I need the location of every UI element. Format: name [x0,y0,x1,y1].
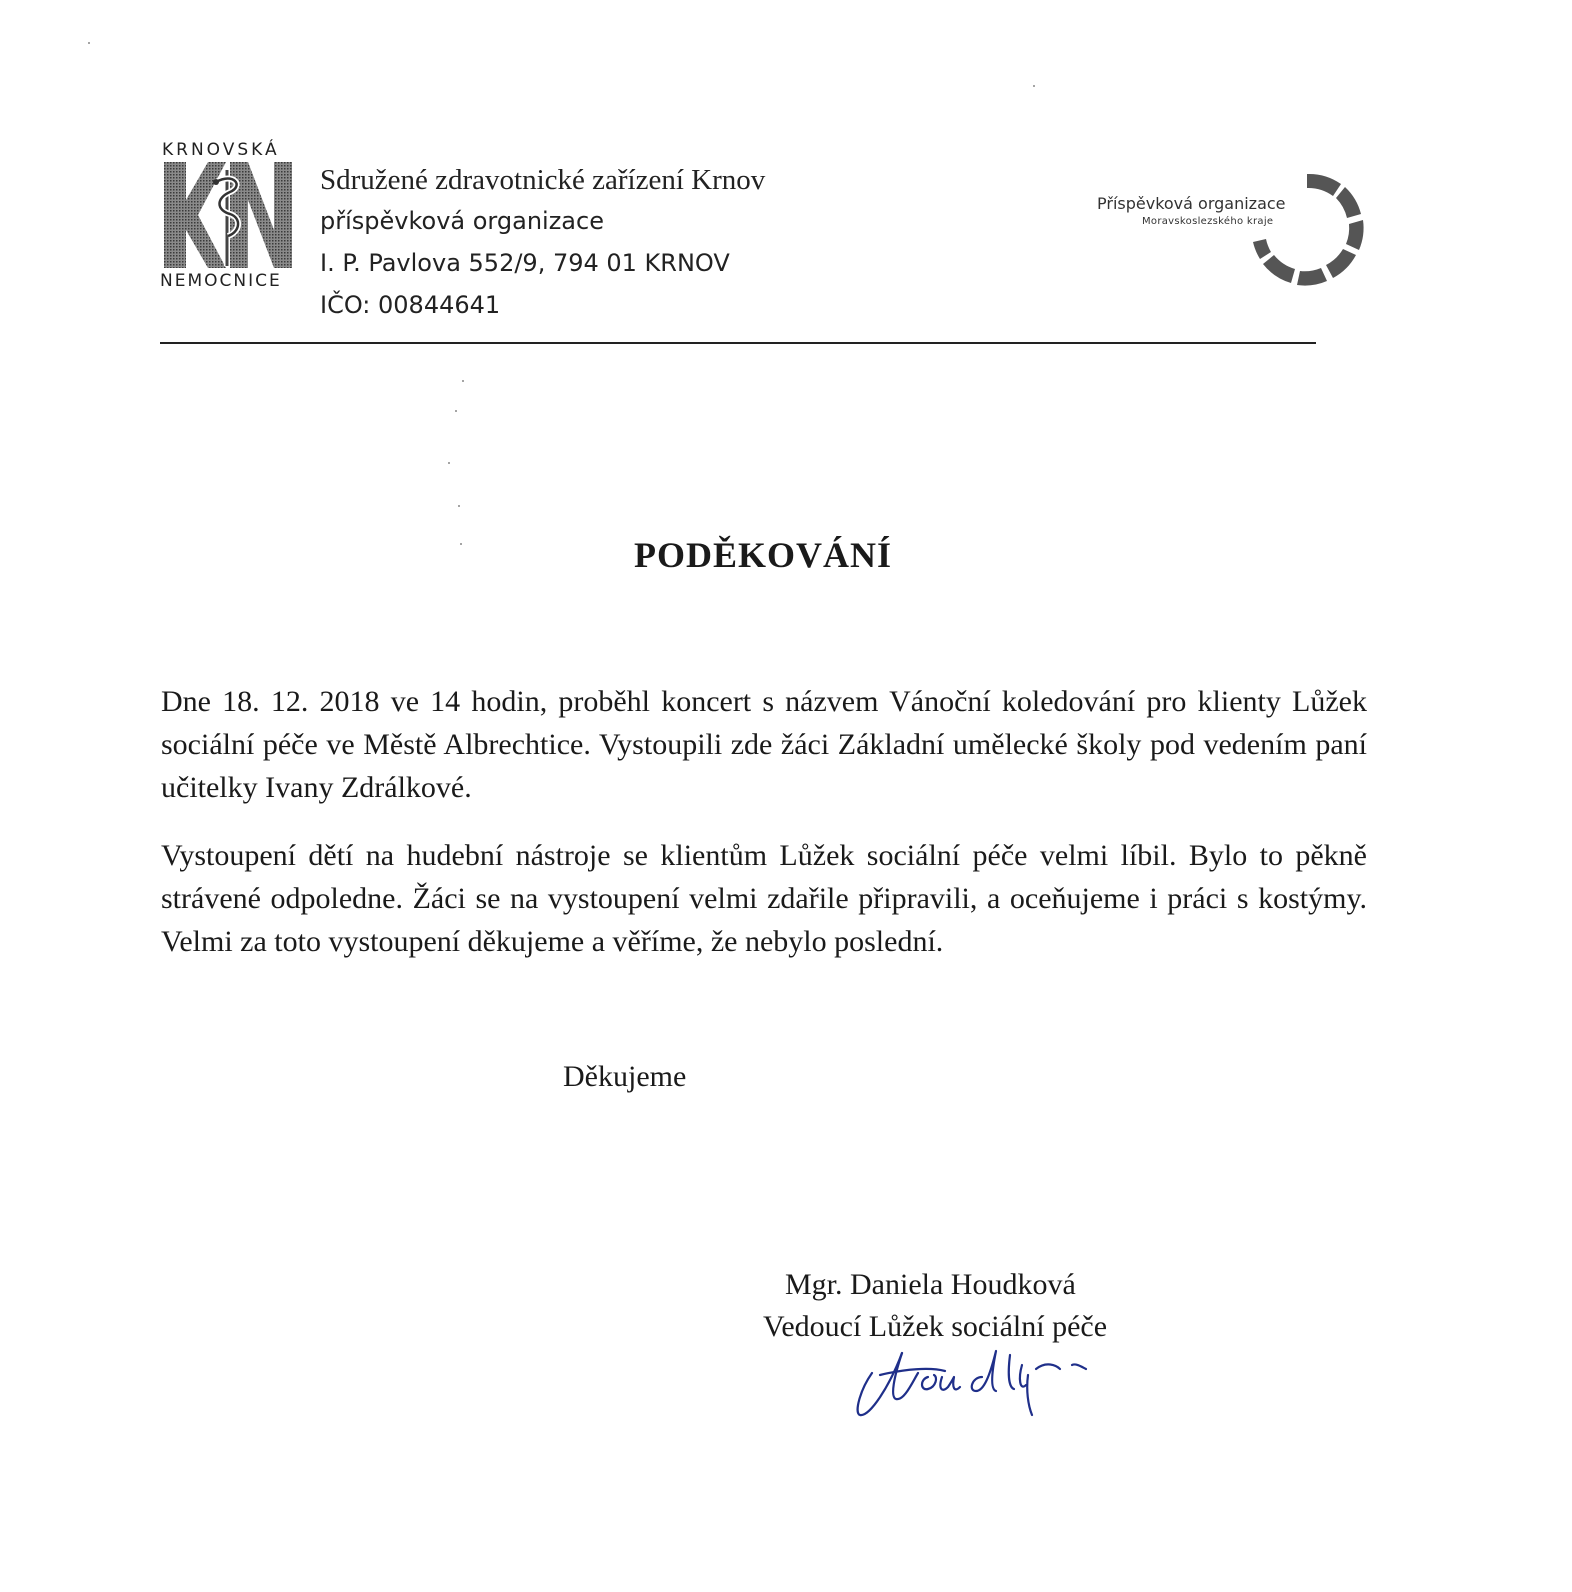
hospital-logo [160,140,300,300]
org-ico: IČO: 00844641 [320,291,501,319]
organization-info [320,160,765,326]
header-divider [160,342,1316,344]
paragraph-2: Vystoupení dětí na hudební nástroje se klientům Lůžek sociální péče velmi líbil. Bylo to pěkně strávené odpoledne. Žáci se na vystoupení velmi zdařile připravili, a oceňujeme i práci s kostýmy. Velmi za toto vystoupení děkujeme a věříme, že nebylo poslední. [161,839,1367,958]
logo-top-text: KRNOVSKÁ [162,140,280,160]
scan-speck [462,380,464,382]
org-type: příspěvková organizace [320,207,604,235]
signatory-role: Vedoucí Lůžek sociální péče [763,1310,1108,1343]
scan-speck [455,410,457,412]
handwritten-signature [850,1335,1110,1425]
logo-bottom-text: NEMOCNICE [160,271,282,291]
hospital-emblem-icon [164,162,292,268]
scan-speck [88,42,90,44]
segmented-ring-icon [1245,170,1370,290]
org-address: I. P. Pavlova 552/9, 794 01 KRNOV [320,249,730,277]
paragraph-1: Dne 18. 12. 2018 ve 14 hodin, proběhl koncert s názvem Vánoční koledování pro klienty Lůžek sociální péče ve Městě Albrechtice. Vystoupili zde žáci Základní umělecké školy pod vedením paní učitelky Ivany Zdrálkové. [161,685,1367,804]
closing-text: Děkujeme [563,1060,687,1093]
scan-speck [458,505,460,507]
region-logo [1095,170,1375,300]
letter-title: PODĚKOVÁNÍ [633,535,892,575]
scan-speck [448,462,450,464]
org-name: Sdružené zdravotnické zařízení Krnov [320,164,766,196]
region-logo-line1: Příspěvková organizace [1097,194,1286,213]
signatory-name: Mgr. Daniela Houdková [785,1268,1076,1301]
region-logo-line2: Moravskoslezského kraje [1142,216,1274,227]
scan-speck [1033,85,1035,87]
